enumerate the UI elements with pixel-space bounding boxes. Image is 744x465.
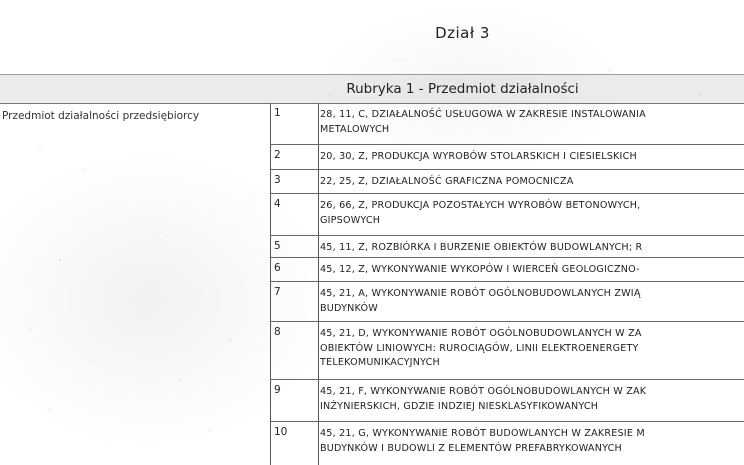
row-text: 45, 21, D, WYKONYWANIE ROBÓT OGÓLNOBUDOWLANYCH W ZA OBIEKTÓW LINIOWYCH: RUROCIĄGÓW, LINII ELEKTROENERGETY TELEKOMUNIKACYJNYCH — [320, 328, 642, 368]
table-row — [270, 194, 744, 236]
row-text: 45, 11, Z, ROZBIÓRKA I BURZENIE OBIEKTÓW BUDOWLANYCH; R — [320, 242, 643, 253]
row-number: 1 — [274, 107, 281, 119]
row-text: 45, 21, A, WYKONYWANIE ROBÓT OGÓLNOBUDOWLANYCH ZWIĄ BUDYNKÓW — [320, 288, 641, 314]
rubric-title: Rubryka 1 - Przedmiot działalności — [346, 81, 579, 97]
row-number: 9 — [274, 384, 281, 396]
field-label: Przedmiot działalności przedsiębiorcy — [2, 110, 200, 122]
row-text: 20, 30, Z, PRODUKCJA WYROBÓW STOLARSKICH I CIESIELSKICH — [320, 151, 637, 162]
row-number: 5 — [274, 240, 281, 252]
row-text: 22, 25, Z, DZIAŁALNOŚĆ GRAFICZNA POMOCNICZA — [320, 176, 574, 187]
row-number: 2 — [274, 149, 281, 161]
table-row — [270, 380, 744, 422]
table-row — [270, 282, 744, 322]
row-number: 10 — [274, 426, 288, 438]
row-text: 26, 66, Z, PRODUKCJA POZOSTAŁYCH WYROBÓW BETONOWYCH, GIPSOWYCH — [320, 200, 641, 226]
row-text: 45, 21, F, WYKONYWANIE ROBÓT OGÓLNOBUDOWLANYCH W ZAK INŻYNIERSKICH, GDZIE INDZIEJ NIESKLASYFIKOWANYCH — [320, 386, 647, 412]
row-text: 45, 12, Z, WYKONYWANIE WYKOPÓW I WIERCEŃ GEOLOGICZNO- — [320, 264, 640, 275]
row-text: 45, 21, G, WYKONYWANIE ROBÓT BUDOWLANYCH W ZAKRESIE M BUDYNKÓW I BUDOWLI Z ELEMENTÓW PREFABRYKOWANYCH — [320, 428, 645, 454]
row-number: 8 — [274, 326, 281, 338]
table-row — [270, 103, 744, 145]
section-title: Dział 3 — [435, 24, 490, 42]
table-row — [270, 322, 744, 380]
table-row — [270, 258, 744, 282]
table-row — [270, 236, 744, 258]
row-number: 7 — [274, 286, 281, 298]
row-number: 4 — [274, 198, 281, 210]
row-number: 6 — [274, 262, 281, 274]
row-number: 3 — [274, 174, 281, 186]
table-row — [270, 170, 744, 194]
table-row — [270, 145, 744, 170]
row-text: 28, 11, C, DZIAŁALNOŚĆ USŁUGOWA W ZAKRESIE INSTALOWANIA METALOWYCH — [320, 109, 646, 135]
table-row — [270, 422, 744, 465]
